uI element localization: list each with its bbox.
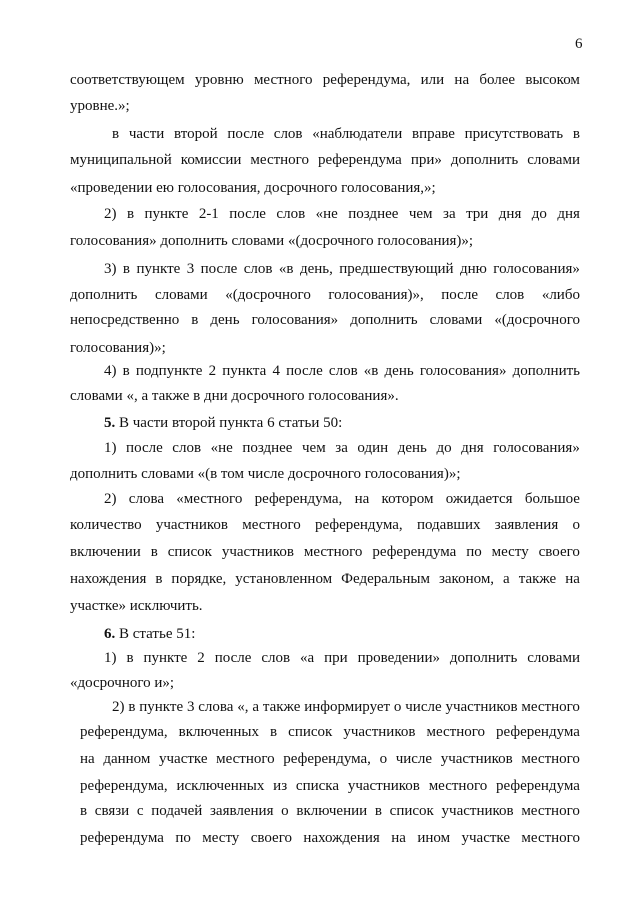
document-line: 2) в пункте 2-1 после слов «не позднее чем за три дня до дня: [104, 206, 580, 222]
document-line: референдума, исключенных из списка участников местного референдума: [80, 778, 580, 794]
document-line: «проведении ею голосования, досрочного голосования,»;: [70, 180, 436, 196]
document-line: соответствующем уровню местного референдума, или на более высоком: [70, 72, 580, 88]
document-line: участке» исключить.: [70, 598, 203, 614]
document-line: 1) после слов «не позднее чем за один день до дня голосования»: [104, 440, 580, 456]
document-line: на данном участке местного референдума, о числе участников местного: [80, 751, 580, 767]
document-line: 4) в подпункте 2 пункта 4 после слов «в день голосования» дополнить: [104, 363, 580, 379]
document-line: референдума по месту своего нахождения на ином участке местного: [80, 830, 580, 846]
document-line: количество участников местного референдума, подавших заявления о: [70, 517, 580, 533]
document-line: голосования)»;: [70, 340, 166, 356]
document-line: дополнить словами «(досрочного голосования)», после слов «либо: [70, 287, 580, 303]
document-line: включении в список участников местного референдума по месту своего: [70, 544, 580, 560]
document-line: 1) в пункте 2 после слов «а при проведении» дополнить словами: [104, 650, 580, 666]
document-line: 5. В части второй пункта 6 статьи 50:: [104, 415, 343, 431]
document-line: словами «, а также в дни досрочного голосования».: [70, 388, 399, 404]
page-number: 6: [575, 36, 583, 52]
document-line: уровне.»;: [70, 98, 130, 114]
document-line: непосредственно в день голосования» дополнить словами «(досрочного: [70, 312, 580, 328]
document-line: 2) в пункте 3 слова «, а также информирует о числе участников местного: [112, 699, 580, 715]
document-line: 2) слова «местного референдума, на котором ожидается большое: [104, 491, 580, 507]
document-line: референдума, включенных в список участников местного референдума: [80, 724, 580, 740]
document-line: муниципальной комиссии местного референдума при» дополнить словами: [70, 152, 580, 168]
document-line: дополнить словами «(в том числе досрочного голосования)»;: [70, 466, 461, 482]
document-line: в связи с подачей заявления о включении в список участников местного: [80, 803, 580, 819]
document-line: голосования» дополнить словами «(досрочного голосования)»;: [70, 233, 474, 249]
document-line: «досрочного и»;: [70, 675, 175, 691]
document-line: 6. В статье 51:: [104, 626, 196, 642]
document-line: 3) в пункте 3 после слов «в день, предшествующий дню голосования»: [104, 261, 580, 277]
document-line: нахождения в порядке, установленном Федеральным законом, а также на: [70, 571, 580, 587]
document-line: в части второй после слов «наблюдатели вправе присутствовать в: [112, 126, 580, 142]
